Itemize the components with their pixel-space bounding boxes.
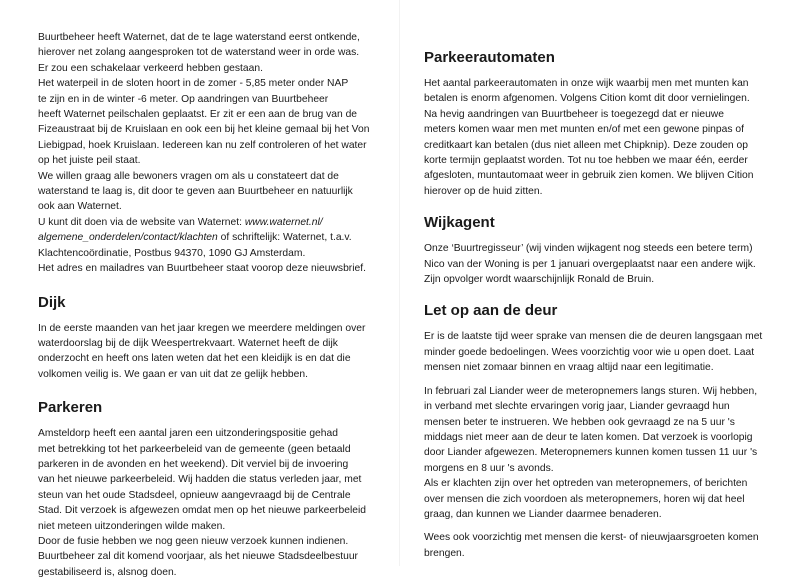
text-line: gestabiliseerd is, alsnog doen.	[38, 566, 177, 578]
text-line: Wees ook voorzichtig met mensen die kerst- of nieuwjaarsgroeten komen	[424, 532, 759, 544]
text-line: graag, dan kunnen we Liander daarmee benaderen.	[424, 508, 662, 520]
text-line: volkomen veilig is. We gaan er van uit dat ze gelijk hebben.	[38, 368, 308, 380]
text-line: afgesloten, muntautomaat weer in gebruik zien komen. We blijven Cition	[424, 170, 754, 182]
text-line: Na hevig aandringen van Buurtbeheer is toegezegd dat er nieuwe	[424, 108, 724, 120]
mail-line: Het adres en mailadres van Buurtbeheer staat voorop deze nieuwsbrief.	[38, 263, 366, 275]
left-column	[38, 30, 376, 580]
intro-text	[38, 30, 376, 277]
text-line: Fizeaustraat bij de Kruislaan en ook een bij het kleine gemaal bij het Von	[38, 124, 370, 136]
website-url-link[interactable]: algemene_onderdelen/contact/klachten	[38, 232, 218, 244]
text-line: Buurtbeheer heeft Waternet, dat de te lage waterstand eerst ontkende,	[38, 32, 360, 43]
text-line: Onze ‘Buurtregisseur’ (wij vinden wijkagent nog steeds een betere term)	[424, 243, 753, 255]
text-line: Het waterpeil in de sloten hoort in de zomer - 5,85 meter onder NAP	[38, 78, 349, 90]
text-line: steun van het oude Stadsdeel, opnieuw aangevraagd bij de Centrale	[38, 489, 351, 501]
text-line: van het nieuwe parkeerbeleid. Wij hadden die status verleden jaar, met	[38, 474, 362, 486]
text-line: middags niet meer aan de deur te laten komen. Dat verzoek is voorlopig	[424, 431, 753, 443]
text-line: waterstand te laag is, dit door te geven aan Buurtbeheer en natuurlijk	[38, 186, 353, 198]
text-line: Amsteldorp heeft een aantal jaren een uitzonderingspositie gehad	[38, 428, 338, 440]
parkeerautomaten-text	[424, 76, 774, 199]
deur-heading: Let op aan de deur	[424, 302, 558, 320]
website-line-2	[38, 230, 376, 245]
text-line: in verband met slechte ervaringen vorig jaar, Liander gevraagd hun	[424, 401, 730, 413]
text-line: niet meteen uitzonderingen wilde maken.	[38, 520, 226, 532]
text-line: waterdoorslag bij de dijk Weespertrekvaart. Waternet heeft de dijk	[38, 337, 338, 349]
address-line: Klachtencoördinatie, Postbus 94370, 1090 GJ Amsterdam.	[38, 247, 306, 259]
text-line: hierover net zolang aangesproken tot de waterstand weer in orde was.	[38, 47, 360, 59]
text-line: In februari zal Liander weer de meteropnemers langs sturen. Wij hebben,	[424, 385, 758, 397]
parkeren-text	[38, 426, 376, 580]
text-line: heeft Waternet peilschalen geplaatst. Er zit er een aan de brug van de	[38, 109, 358, 121]
text-line: mensen beter te instrueren. We hebben ook gevraagd ze na 5 uur 's	[424, 416, 735, 428]
text-line: Buurtbeheer zal dit komend voorjaar, als het nieuwe Stadsdeelbestuur	[38, 551, 358, 563]
text-line: met betrekking tot het parkeerbeleid van de gemeente (geen betaald	[38, 443, 351, 455]
text-line: Nico van der Woning is per 1 januari overgeplaatst naar een andere wijk.	[424, 258, 756, 270]
parkeren-heading: Parkeren	[38, 399, 103, 417]
text-line: Er is de laatste tijd weer sprake van mensen die de deuren langsgaan met	[424, 331, 763, 343]
text-line: creditkaart kan betalen (dus niet alleen met Chipknip). Deze zouden op	[424, 139, 748, 151]
text-line: over mensen die zich voordoen als meteropnemers, horen wij dat heel	[424, 493, 745, 505]
text-line: Er zou een schakelaar verkeerd hebben gestaan.	[38, 62, 263, 74]
text-line: Door de fusie hebben we nog geen nieuw verzoek kunnen indienen.	[38, 535, 349, 547]
wijkagent-heading: Wijkagent	[424, 214, 495, 232]
page-fold	[399, 0, 400, 566]
wijkagent-text	[424, 241, 774, 287]
text-line: op het juiste peil staat.	[38, 155, 141, 167]
text-line: In de eerste maanden van het jaar kregen we meerdere meldingen over	[38, 322, 366, 334]
text-line: Zijn opvolger wordt waarschijnlijk Ronald de Bruin.	[424, 274, 655, 286]
text-line: onderzocht en heeft ons laten weten dat het een kleidijk is en dat die	[38, 353, 351, 365]
website-url-link[interactable]: www.waternet.nl/	[244, 216, 323, 228]
text-line: morgens en 8 uur 's avonds.	[424, 462, 554, 474]
text-line: minder goede bedoelingen. Wees voorzichtig voor wie u open doet. Laat	[424, 346, 755, 358]
text-line: brengen.	[424, 547, 465, 559]
website-prefix: U kunt dit doen via de website van Waternet:	[38, 216, 245, 228]
website-line	[38, 215, 376, 230]
text-line: Liebigpad, hoek Kruislaan. Iedereen kan nu zelf controleren of het water	[38, 139, 367, 151]
text-line: Als er klachten zijn over het optreden van meteropnemers, of berichten	[424, 478, 748, 490]
text-line: hierover op de huid zitten.	[424, 185, 543, 197]
website-suffix: of schriftelijk: Waternet, t.a.v.	[217, 232, 352, 244]
dijk-heading: Dijk	[38, 293, 66, 311]
text-line: meters komen waar men met munten en/of met een gewone pinpas of	[424, 124, 744, 136]
text-line: te zijn en in de winter -6 meter. Op aandringen van Buurtbeheer	[38, 93, 329, 105]
text-line: ook aan Waternet.	[38, 201, 122, 213]
text-line: We willen graag alle bewoners vragen om als u constateert dat de	[38, 170, 339, 182]
text-line: mensen niet zomaar binnen en vraag altijd naar een legitimatie.	[424, 362, 714, 374]
text-line: door Liander afgewezen. Meteropnemers kunnen komen tussen 11 uur 's	[424, 447, 758, 459]
text-line: parkeren in de avonden en het weekend). Dit verviel bij de invoering	[38, 458, 349, 470]
parkeerautomaten-heading: Parkeerautomaten	[424, 49, 555, 66]
right-column	[424, 48, 774, 561]
text-line: betalen is enorm afgenomen. Volgens Cition komt dit door vernielingen.	[424, 93, 750, 105]
deur-text	[424, 329, 774, 561]
text-line: Het aantal parkeerautomaten in onze wijk waarbij men met munten kan	[424, 78, 749, 89]
text-line: Stad. Dit verzoek is afgewezen omdat men op het nieuwe parkeerbeleid	[38, 505, 366, 517]
dijk-text	[38, 321, 376, 383]
text-line: korte termijn geplaatst worden. Tot nu toe hebben we maar één, eerder	[424, 155, 748, 167]
